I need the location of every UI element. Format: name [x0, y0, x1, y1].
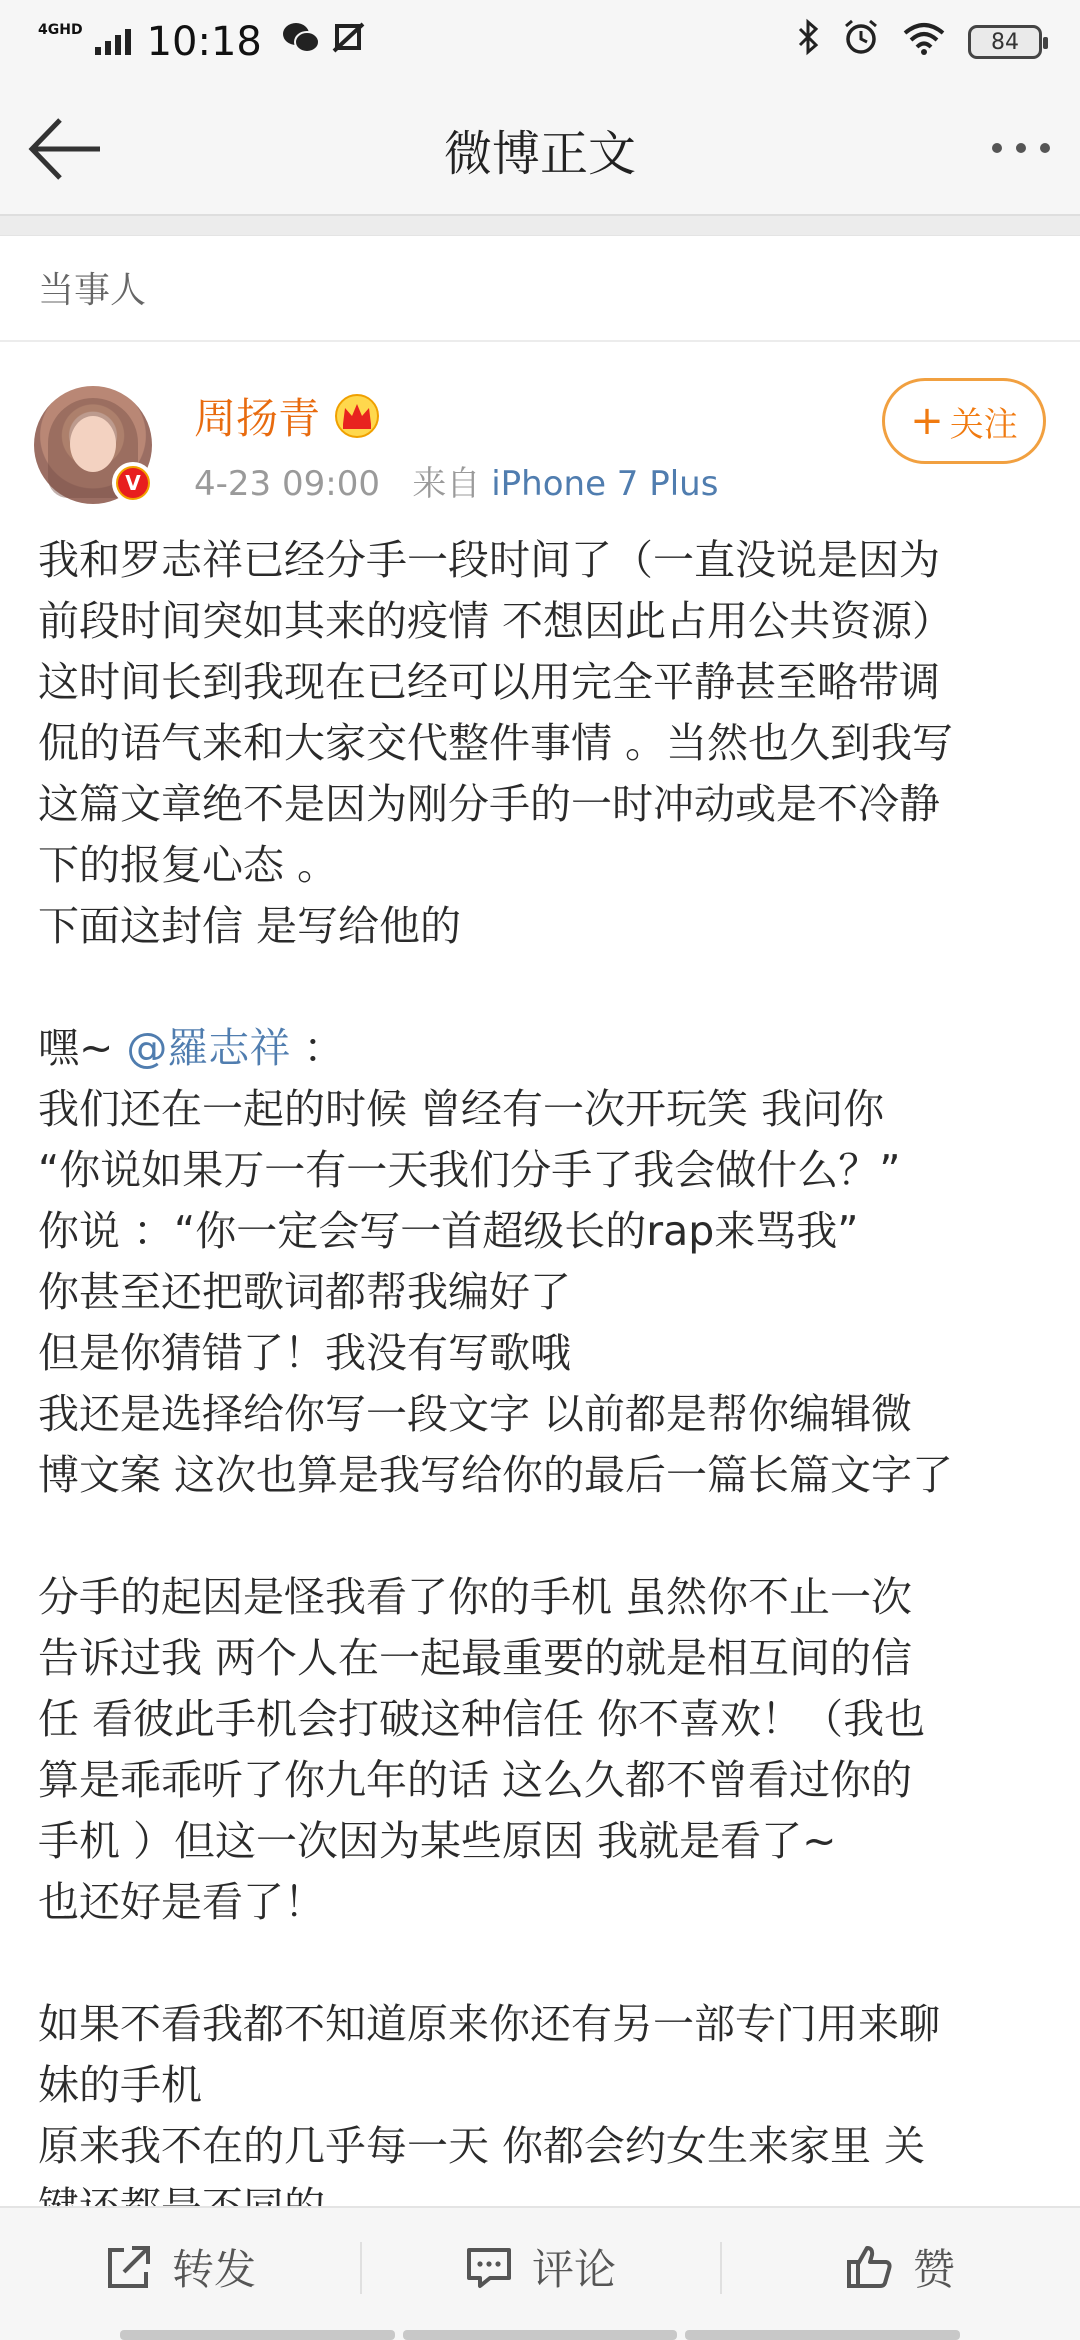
post-time: 4-23 09:00 — [194, 464, 380, 504]
verified-badge-icon — [112, 462, 154, 504]
post-text-line: 妹的手机 — [38, 2061, 202, 2109]
paragraph-gap — [38, 1506, 1048, 1567]
alarm-icon — [842, 18, 880, 66]
plus-icon: + — [910, 398, 944, 444]
post-body — [38, 530, 1048, 2206]
post-text-line: “你说如果万一有一天我们分手了我会做什么？” — [38, 1146, 901, 1194]
post-text-line: 你说 ：“你一定会写一首超级长的rap来骂我” — [38, 1207, 859, 1255]
post-text-line: 我们还在一起的时候 曾经有一次开玩笑 我问你 — [38, 1085, 885, 1133]
comment-button[interactable] — [360, 2208, 720, 2326]
post-source[interactable]: iPhone 7 Plus — [491, 464, 719, 504]
post-text-line: 任 看彼此手机会打破这种信任 你不喜欢！（我也 — [38, 1695, 926, 1743]
section-divider — [0, 340, 1080, 342]
signal-icon — [95, 29, 131, 55]
post-text-line: 原来我不在的几乎每一天 你都会约女生来家里 关 — [38, 2122, 926, 2170]
post-meta — [194, 456, 718, 505]
verified-badge-label: V — [118, 468, 148, 498]
author-header — [34, 386, 1046, 506]
post-text-line: 但是你猜错了！我没有写歌哦 — [38, 1329, 571, 1377]
paragraph-gap — [38, 1933, 1048, 1994]
gesture-bar — [0, 2330, 1080, 2340]
post-text-line: 这时间长到我现在已经可以用完全平静甚至略带调 — [38, 658, 940, 706]
like-label: 赞 — [912, 2245, 955, 2294]
greeting-text: 嘿~ — [38, 1024, 127, 1072]
follow-label: 关注 — [949, 404, 1018, 445]
back-arrow-icon[interactable] — [28, 114, 104, 184]
more-options-icon[interactable] — [992, 128, 1050, 168]
battery-icon: 84 — [968, 25, 1042, 59]
status-bar — [0, 0, 1080, 84]
post-text-line: 下的报复心态 。 — [38, 841, 339, 889]
wechat-icon — [282, 21, 320, 63]
comment-label: 评论 — [531, 2245, 616, 2294]
status-right — [798, 18, 1042, 66]
follow-button[interactable] — [882, 378, 1046, 464]
author-name-row[interactable] — [194, 386, 380, 446]
post-text-line: 博文案 这次也算是我写给你的最后一篇长篇文字了 — [38, 1451, 954, 1499]
source-prefix: 来自 — [412, 464, 481, 504]
page-title: 微博正文 — [443, 125, 636, 182]
post-text-line: 这篇文章绝不是因为刚分手的一时冲动或是不冷静 — [38, 780, 940, 828]
repost-label: 转发 — [171, 2245, 256, 2294]
nav-bar — [0, 84, 1080, 214]
mention-link[interactable]: @羅志祥 — [126, 1024, 291, 1072]
vip-crown-icon — [334, 393, 380, 439]
post-greeting-line — [38, 1018, 1048, 1079]
status-left — [38, 19, 366, 65]
divider-band — [0, 214, 1080, 236]
post-text-line: 分手的起因是怪我看了你的手机 虽然你不止一次 — [38, 1573, 913, 1621]
post-text-line: 你甚至还把歌词都帮我编好了 — [38, 1268, 571, 1316]
repost-button[interactable] — [0, 2208, 360, 2326]
greeting-suffix: ： — [290, 1024, 345, 1072]
post-text-line: 我还是选择给你写一段文字 以前都是帮你编辑微 — [38, 1390, 913, 1438]
post-text-line: 手机 ）但这一次因为某些原因 我就是看了~ — [38, 1817, 837, 1865]
screenshot-icon — [332, 21, 366, 63]
post-text-line: 侃的语气来和大家交代整件事情 。当然也久到我写 — [38, 719, 954, 767]
post-text-line: 前段时间突如其来的疫情 不想因此占用公共资源） — [38, 597, 954, 645]
repost-icon — [104, 2242, 154, 2292]
post-text-line: 如果不看我都不知道原来你还有另一部专门用来聊 — [38, 2000, 940, 2048]
post-text-line: 我和罗志祥已经分手一段时间了（一直没说是因为 — [38, 536, 940, 584]
avatar-face — [70, 416, 116, 472]
comment-icon — [464, 2242, 514, 2292]
wifi-icon — [902, 19, 946, 65]
post-text-line: 算是乖乖听了你九年的话 这么久都不曾看过你的 — [38, 1756, 913, 1804]
status-time: 10:18 — [146, 19, 262, 65]
thumbs-up-icon — [845, 2242, 895, 2292]
author-name[interactable]: 周扬青 — [194, 394, 321, 443]
section-label: 当事人 — [38, 270, 147, 311]
like-button[interactable] — [720, 2208, 1080, 2326]
post-text-line: 告诉过我 两个人在一起最重要的就是相互间的信 — [38, 1634, 913, 1682]
network-label: 4GHD — [38, 22, 83, 38]
post-text-line: 也还好是看了！ — [38, 1878, 325, 1926]
bottom-action-bar — [0, 2206, 1080, 2340]
bluetooth-icon — [798, 19, 820, 65]
paragraph-gap — [38, 957, 1048, 1018]
post-text-line: 下面这封信 是写给他的 — [38, 902, 462, 950]
